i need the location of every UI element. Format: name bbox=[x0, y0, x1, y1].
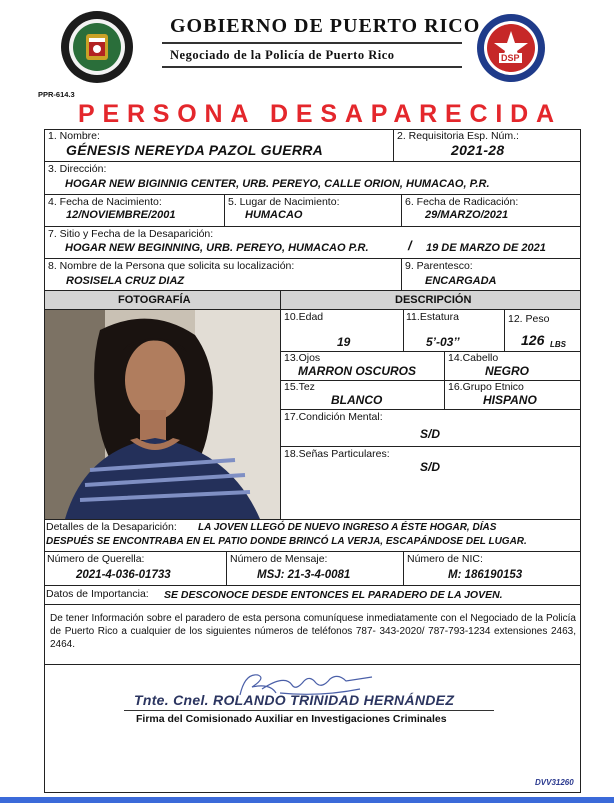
dsp-seal-logo bbox=[476, 13, 546, 83]
signature-name: Tnte. Cnel. ROLANDO TRINIDAD HERNÁNDEZ bbox=[134, 692, 455, 708]
puerto-rico-seal-logo bbox=[60, 10, 134, 84]
peso-value: 126 bbox=[521, 332, 545, 348]
header-rule-bottom bbox=[162, 66, 462, 68]
mensaje-value: MSJ: 21-3-4-0081 bbox=[257, 569, 351, 581]
detalles-label: Detalles de la Desaparición: bbox=[46, 521, 177, 533]
sitio-fecha-label: 7. Sitio y Fecha de la Desaparición: bbox=[48, 228, 214, 240]
info-paragraph: De tener Información sobre el paradero de esta persona comuníquese inmediatamente con el Negociado de la Policía de Puerto Rico a cualquier de los siguientes números de teléfonos 787- 343-2020/ 787-793-1234 extensiones 2463, 2464. bbox=[50, 613, 576, 650]
mensaje-label: Número de Mensaje: bbox=[230, 553, 328, 565]
nic-label: Número de NIC: bbox=[407, 553, 483, 565]
solicitante-label: 8. Nombre de la Persona que solicita su localización: bbox=[48, 260, 295, 272]
sitio-value: HOGAR NEW BEGINNING, URB. PEREYO, HUMACAO P.R. bbox=[65, 242, 369, 254]
cabello-label: 14.Cabello bbox=[448, 352, 499, 364]
grupo-value: HISPANO bbox=[483, 393, 537, 407]
lugar-nacimiento-value: HUMACAO bbox=[245, 209, 303, 221]
fecha-radicacion-value: 29/MARZO/2021 bbox=[425, 209, 509, 221]
signature-title: Firma del Comisionado Auxiliar en Investigaciones Criminales bbox=[136, 713, 447, 725]
mental-value: S/D bbox=[420, 427, 441, 441]
ojos-value: MARRON OSCUROS bbox=[298, 364, 417, 378]
fotografia-header: FOTOGRAFÍA bbox=[118, 294, 191, 306]
nic-value: M: 186190153 bbox=[448, 569, 523, 581]
main-title: PERSONA DESAPARECIDA bbox=[78, 100, 562, 128]
nombre-label: 1. Nombre: bbox=[48, 130, 100, 142]
missing-person-photo bbox=[45, 310, 280, 519]
fecha-radicacion-label: 6. Fecha de Radicación: bbox=[405, 196, 519, 208]
estatura-value: 5’-03’’ bbox=[426, 335, 460, 349]
requisitoria-label: 2. Requisitoria Esp. Núm.: bbox=[397, 130, 519, 142]
header-subtitle: Negociado de la Policía de Puerto Rico bbox=[170, 48, 395, 62]
sitio-separator: / bbox=[408, 238, 412, 253]
lugar-nacimiento-label: 5. Lugar de Nacimiento: bbox=[228, 196, 340, 208]
importancia-label: Datos de Importancia: bbox=[46, 588, 149, 600]
grupo-label: 16.Grupo Etnico bbox=[448, 381, 524, 393]
querella-value: 2021-4-036-01733 bbox=[76, 569, 171, 581]
edad-value: 19 bbox=[337, 335, 351, 349]
header-title: GOBIERNO DE PUERTO RICO bbox=[170, 15, 481, 37]
edad-label: 10.Edad bbox=[284, 311, 324, 323]
solicitante-value: ROSISELA CRUZ DIAZ bbox=[66, 275, 185, 287]
peso-unit: LBS bbox=[550, 340, 566, 349]
peso-label: 12. Peso bbox=[508, 313, 550, 325]
importancia-value: SE DESCONOCE DESDE ENTONCES EL PARADERO DE LA JOVEN. bbox=[164, 589, 503, 601]
detalles-line2: DESPUÉS SE ENCONTRABA EN EL PATIO DONDE BRINCÓ LA VERJA, ESCAPÁNDOSE DEL LUGAR. bbox=[46, 536, 527, 547]
fecha-desaparicion-value: 19 DE MARZO DE 2021 bbox=[426, 242, 546, 254]
cabello-value: NEGRO bbox=[485, 364, 530, 378]
estatura-label: 11.Estatura bbox=[406, 311, 459, 323]
detalles-line1: LA JOVEN LLEGÓ DE NUEVO INGRESO A ÉSTE HOGAR, DÍAS bbox=[198, 522, 497, 533]
fecha-nacimiento-label: 4. Fecha de Nacimiento: bbox=[48, 196, 162, 208]
bottom-bar bbox=[0, 797, 614, 803]
nombre-value: GÉNESIS NEREYDA PAZOL GUERRA bbox=[66, 142, 324, 158]
direccion-label: 3. Dirección: bbox=[48, 163, 107, 175]
form-code: PPR-614.3 bbox=[38, 90, 75, 99]
parentesco-label: 9. Parentesco: bbox=[405, 260, 473, 272]
parentesco-value: ENCARGADA bbox=[425, 275, 497, 287]
senas-label: 18.Señas Particulares: bbox=[284, 448, 390, 460]
querella-label: Número de Querella: bbox=[47, 553, 145, 565]
footer-code: DVV31260 bbox=[535, 778, 574, 787]
dsp-seal-text: DSP bbox=[501, 53, 520, 63]
fecha-nacimiento-value: 12/NOVIEMBRE/2001 bbox=[66, 209, 176, 221]
tez-label: 15.Tez bbox=[284, 381, 315, 393]
requisitoria-value: 2021-28 bbox=[451, 142, 505, 158]
direccion-value: HOGAR NEW BIGINNIG CENTER, URB. PEREYO, CALLE ORION, HUMACAO, P.R. bbox=[65, 178, 490, 190]
ojos-label: 13.Ojos bbox=[284, 352, 321, 364]
mental-label: 17.Condición Mental: bbox=[284, 411, 383, 423]
senas-value: S/D bbox=[420, 460, 441, 474]
tez-value: BLANCO bbox=[331, 393, 383, 407]
descripcion-header: DESCRIPCIÓN bbox=[395, 294, 472, 306]
header-rule-top bbox=[162, 42, 462, 44]
